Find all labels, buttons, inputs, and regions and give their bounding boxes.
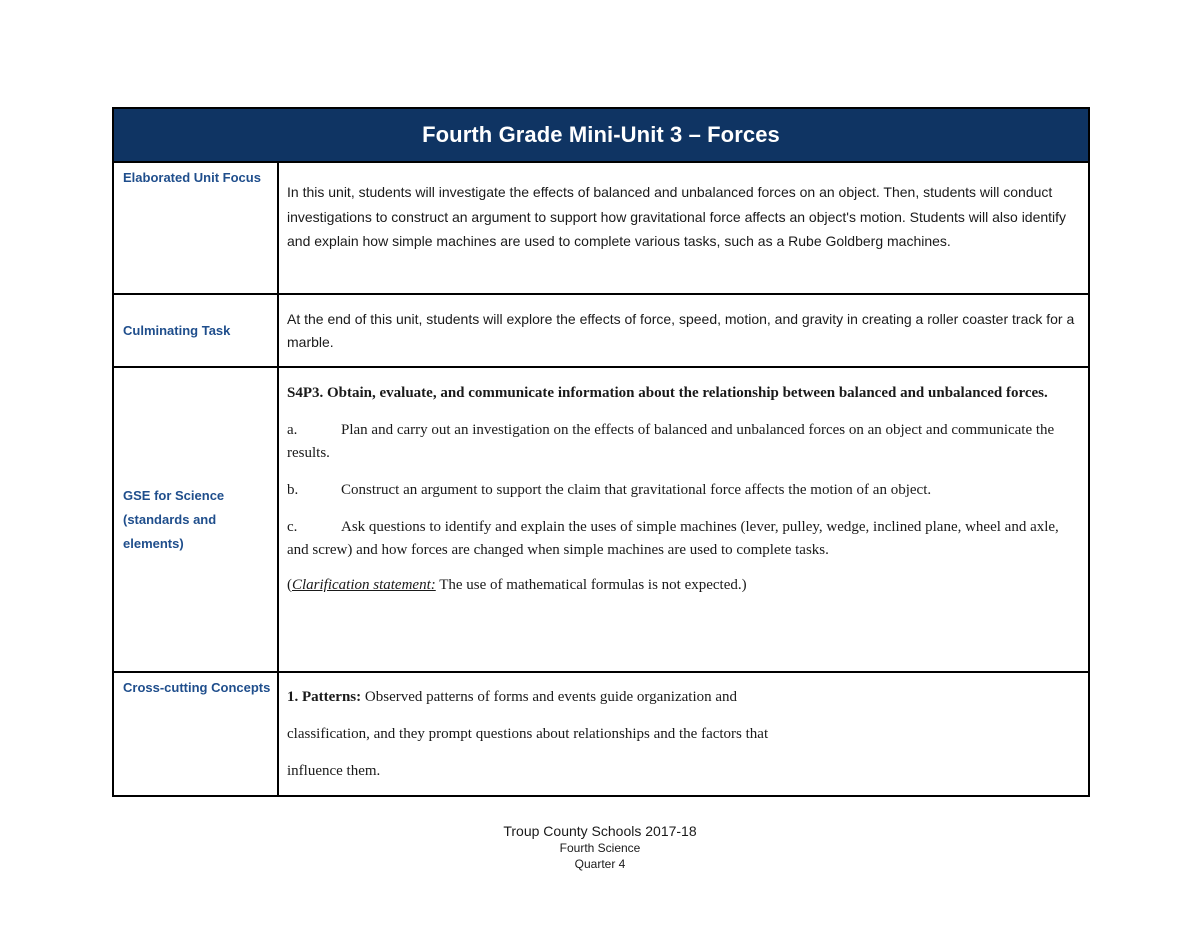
culminating-text: At the end of this unit, students will explore the effects of force, speed, motion, and gravity in creating a roller coaster track for a marble. [287, 311, 1075, 350]
gse-label-cell [113, 367, 278, 672]
element-c [287, 516, 1078, 562]
gse-content-cell [278, 367, 1089, 672]
crosscutting-content-cell [278, 672, 1089, 796]
footer-subject: Fourth Science [559, 841, 641, 855]
unit-focus-text: In this unit, students will investigate the effects of balanced and unbalanced forces on an object. Then, students will conduct investigations to construct an argument to support how gravitational force affects an object's motion. Students will also identify and explain how simple machines are used to complete various tasks, such as a Rube Goldberg machines. [287, 184, 1067, 249]
footer-school: Troup County Schools 2017-18 [503, 823, 697, 839]
element-b-letter: b. [287, 482, 299, 498]
gse-label: GSE for Science [123, 487, 225, 503]
clarification-label: Clarification statement: [292, 577, 436, 593]
element-a-text: Plan and carry out an investigation on the effects of balanced and unbalanced forces on an object and communicate the results. [287, 422, 1055, 461]
title-cell [113, 108, 1089, 162]
element-a [287, 419, 1078, 465]
gse-sublabel: (standards and elements) [123, 511, 217, 551]
standard-code: S4P3. Obtain, evaluate, and communicate information about the relationship between balanced and unbalanced forces. [287, 385, 1048, 401]
unit-table [112, 107, 1090, 797]
unit-focus-label: Elaborated Unit Focus [123, 170, 261, 185]
gse-row [113, 367, 1089, 672]
element-c-text: Ask questions to identify and explain the uses of simple machines (lever, pulley, wedge, inclined plane, wheel and axle, and screw) and how forces are changed when simple machines are used to complete tasks. [287, 519, 1059, 558]
crosscutting-label: Cross-cutting Concepts [123, 680, 271, 695]
culminating-row [113, 294, 1089, 367]
unit-focus-label-cell [113, 162, 278, 294]
crosscutting-line3: influence them. [287, 763, 381, 779]
culminating-content-cell [278, 294, 1089, 367]
clarification-text: The use of mathematical formulas is not expected.) [435, 577, 747, 593]
clarification-statement [287, 574, 1078, 597]
crosscutting-row [113, 672, 1089, 796]
element-b [287, 479, 1078, 502]
culminating-label-cell [113, 294, 278, 367]
crosscutting-line1 [287, 673, 1078, 709]
unit-focus-content-cell [278, 162, 1089, 294]
element-b-text: Construct an argument to support the claim that gravitational force affects the motion of an object. [341, 482, 932, 498]
page-footer [0, 822, 1200, 872]
crosscutting-heading: 1. Patterns: [287, 689, 362, 705]
crosscutting-line1-text: Observed patterns of forms and events guide organization and [361, 689, 738, 705]
footer-quarter: Quarter 4 [574, 857, 626, 871]
element-c-letter: c. [287, 519, 298, 535]
page-title: Fourth Grade Mini-Unit 3 – Forces [422, 122, 780, 147]
clarification-open: ( [287, 577, 292, 593]
element-a-letter: a. [287, 422, 298, 438]
crosscutting-line2: classification, and they prompt questions about relationships and the factors that [287, 726, 769, 742]
culminating-label: Culminating Task [123, 322, 231, 338]
crosscutting-label-cell [113, 672, 278, 796]
title-row [113, 108, 1089, 162]
unit-focus-row [113, 162, 1089, 294]
